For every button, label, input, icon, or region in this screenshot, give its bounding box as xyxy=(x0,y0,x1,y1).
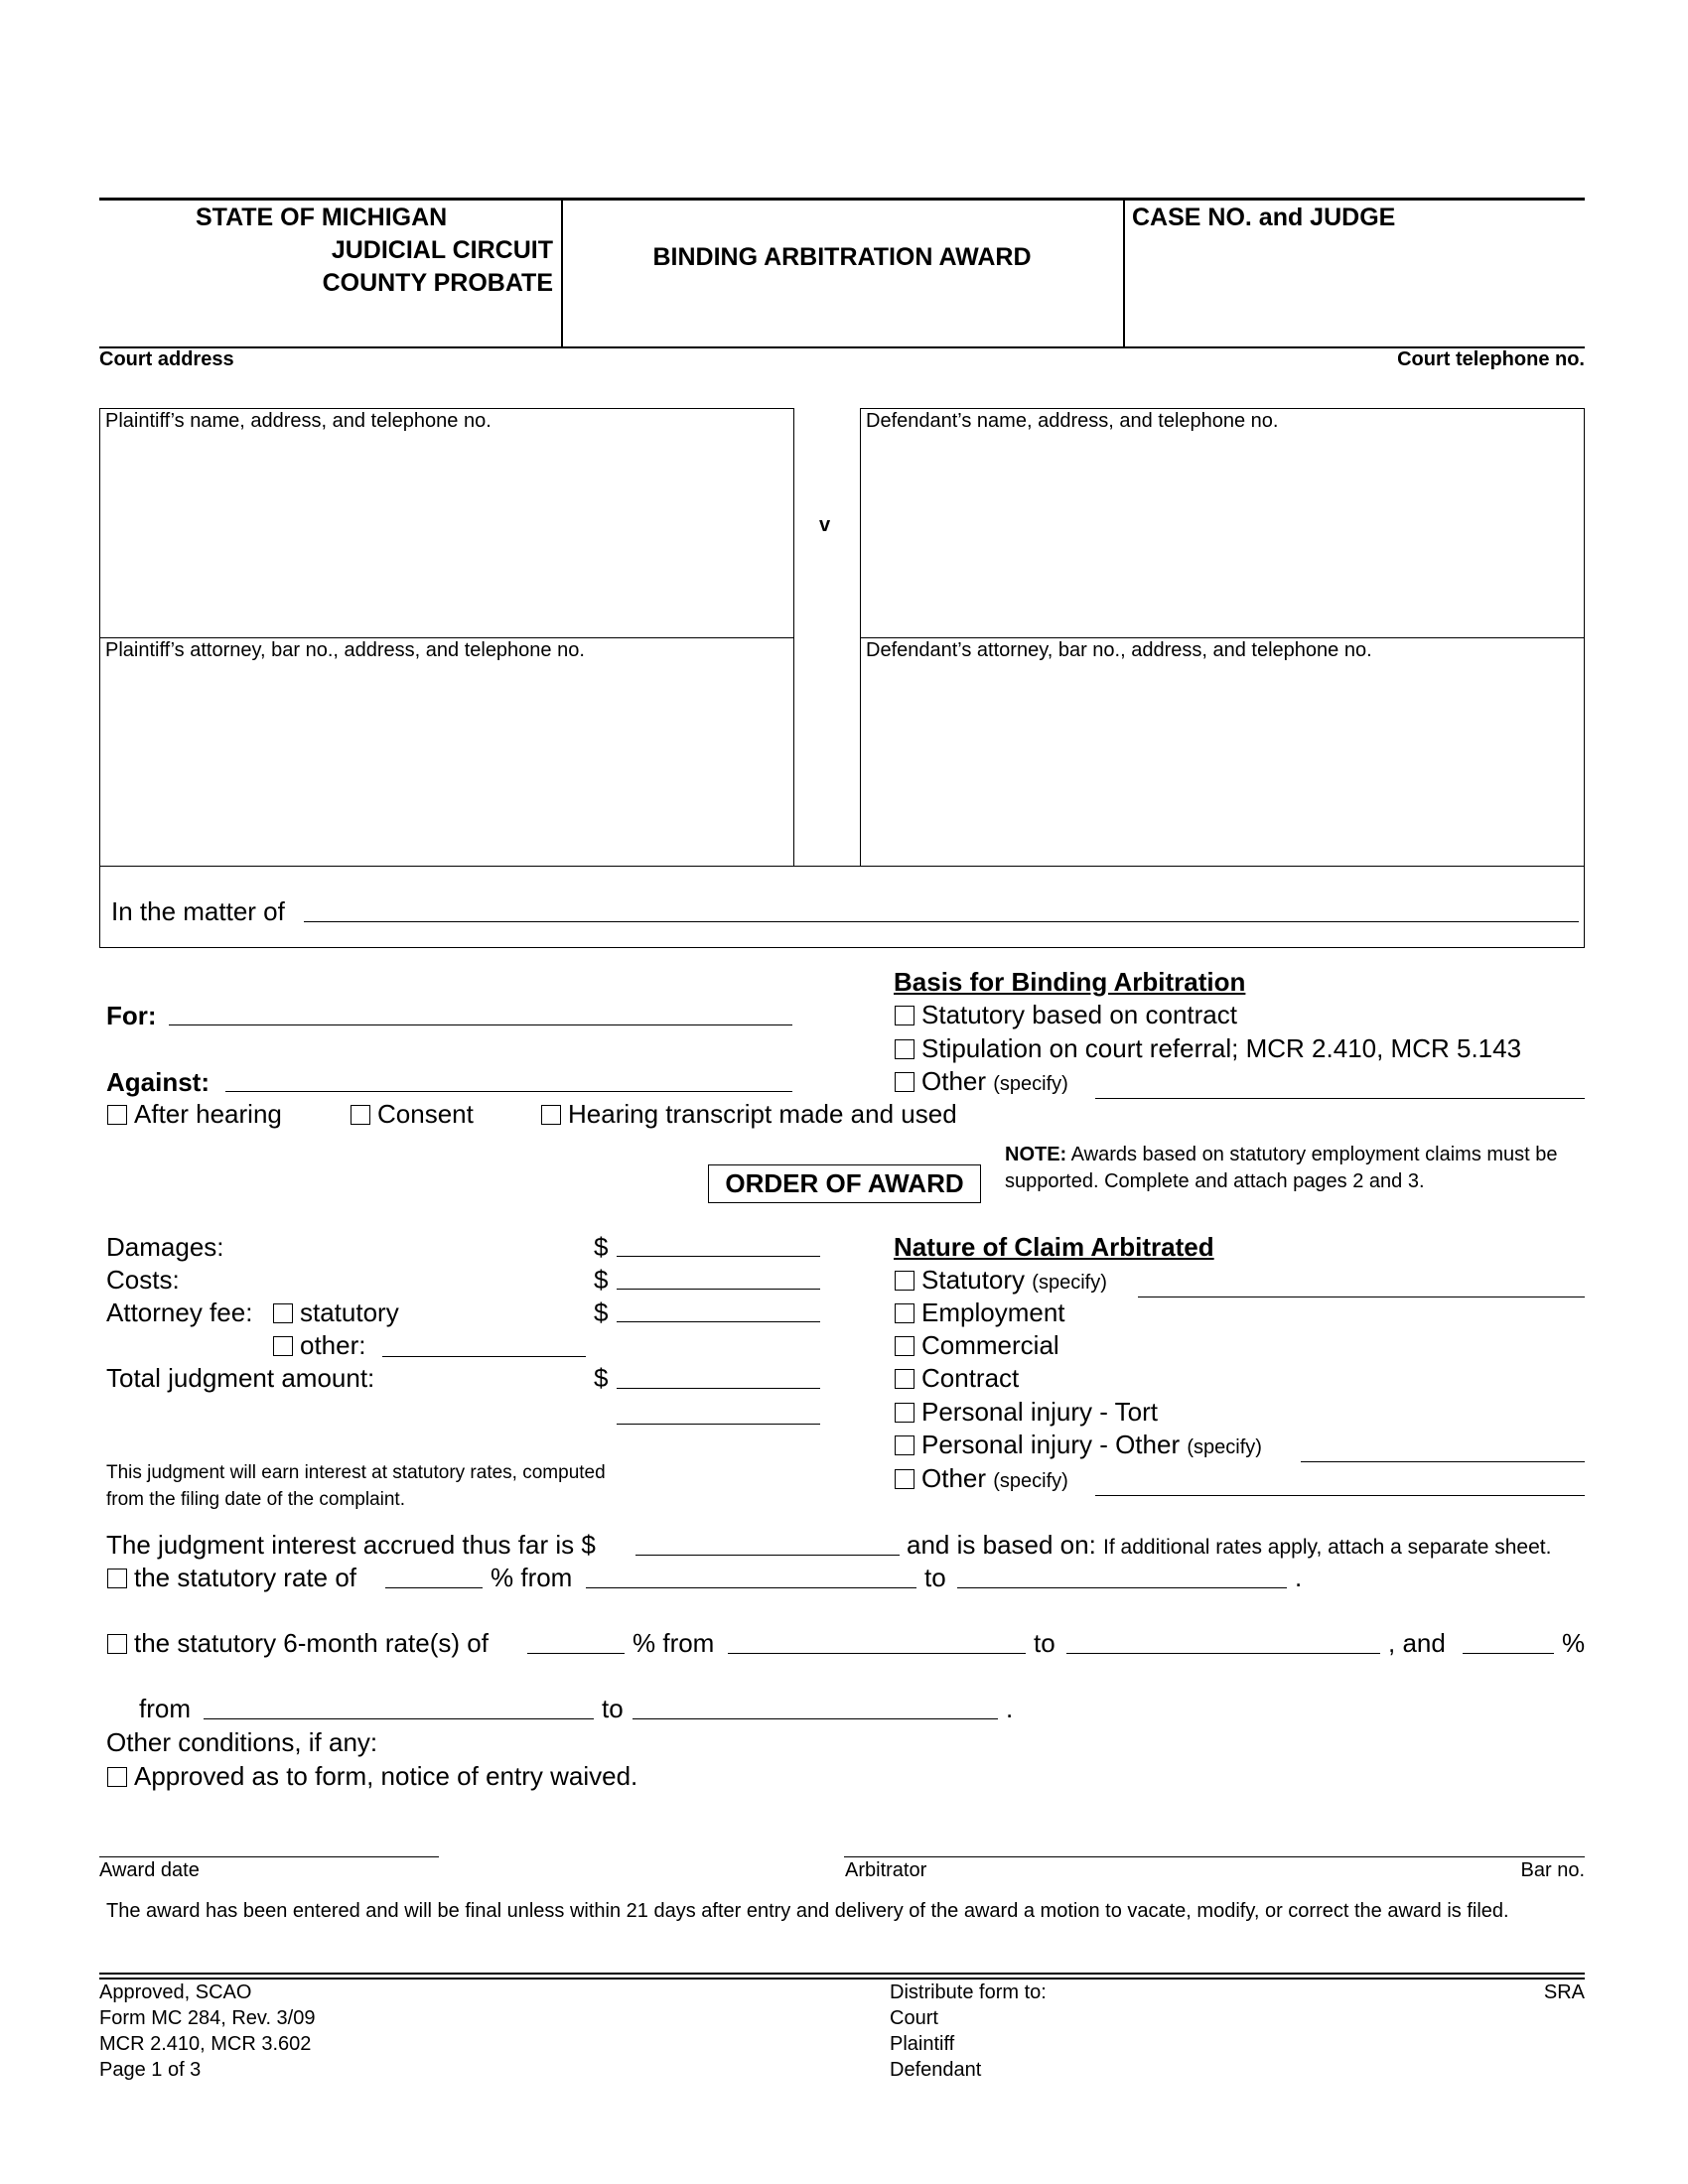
six-month-from-field[interactable] xyxy=(728,1653,1026,1654)
attach-note: If additional rates apply, attach a separate sheet. xyxy=(1103,1536,1552,1559)
footer-defendant: Defendant xyxy=(890,2059,982,2081)
after-hearing-label: After hearing xyxy=(134,1099,282,1129)
costs-field[interactable] xyxy=(617,1289,820,1290)
footer-code: SRA xyxy=(1543,1981,1585,2003)
attorney-fee-label: Attorney fee: xyxy=(106,1297,253,1327)
court-telephone-label: Court telephone no. xyxy=(1397,348,1585,370)
order-of-award-title: ORDER OF AWARD xyxy=(708,1164,981,1203)
form-title: BINDING ARBITRATION AWARD xyxy=(652,243,1032,271)
nature-employment-option[interactable] xyxy=(895,1297,1065,1328)
against-label: Against: xyxy=(106,1067,210,1097)
damages-dollar: $ xyxy=(594,1232,609,1262)
six-month-rate2-field[interactable] xyxy=(1463,1653,1554,1654)
nature-pi-tort-label: Personal injury - Tort xyxy=(921,1397,1158,1427)
footer-rule: MCR 2.410, MCR 3.602 xyxy=(99,2033,312,2055)
statutory-rate-option[interactable] xyxy=(107,1563,356,1593)
bar-no-label: Bar no. xyxy=(1520,1859,1585,1881)
six-month-and: , and xyxy=(1388,1628,1446,1658)
nature-contract-checkbox[interactable] xyxy=(895,1369,914,1389)
six-month-label: the statutory 6-month rate(s) of xyxy=(134,1628,489,1658)
nature-employment-checkbox[interactable] xyxy=(895,1303,914,1323)
statutory-rate-label: the statutory rate of xyxy=(134,1563,357,1592)
nature-pi-other-specify: (specify) xyxy=(1187,1436,1262,1458)
basis-stipulation-option[interactable] xyxy=(895,1033,1521,1064)
judicial-circuit: JUDICIAL CIRCUIT xyxy=(331,236,553,264)
basis-other-option[interactable] xyxy=(895,1066,1068,1097)
total-field[interactable] xyxy=(617,1388,820,1389)
total-dollar: $ xyxy=(594,1363,609,1393)
basis-stipulation-checkbox[interactable] xyxy=(895,1039,914,1059)
fee-statutory-checkbox[interactable] xyxy=(273,1303,293,1323)
fee-field[interactable] xyxy=(617,1321,820,1322)
nature-pi-tort-option[interactable] xyxy=(895,1397,1158,1428)
plaintiff-label: Plaintiff’s name, address, and telephone no. xyxy=(105,410,492,432)
damages-label: Damages: xyxy=(106,1232,224,1262)
against-field[interactable] xyxy=(225,1091,792,1092)
six-month-pct-from: % from xyxy=(633,1628,715,1658)
damages-field[interactable] xyxy=(617,1256,820,1257)
nature-pi-other-field[interactable] xyxy=(1301,1461,1585,1462)
matter-of-label: In the matter of xyxy=(111,896,285,926)
transcript-option[interactable] xyxy=(541,1099,957,1130)
six-month-rate-field[interactable] xyxy=(527,1653,625,1654)
statutory-to-label: to xyxy=(924,1563,946,1592)
footer-distribute: Distribute form to: xyxy=(890,1981,1047,2003)
costs-dollar: $ xyxy=(594,1265,609,1295)
approved-form-checkbox[interactable] xyxy=(107,1767,127,1787)
nature-title: Nature of Claim Arbitrated xyxy=(894,1232,1214,1262)
from-label: from xyxy=(139,1694,191,1723)
note-label: NOTE: xyxy=(1005,1144,1067,1165)
approved-form-option[interactable] xyxy=(107,1761,637,1792)
defendant-attorney-label: Defendant’s attorney, bar no., address, and telephone no. xyxy=(866,639,1372,661)
basis-other-field[interactable] xyxy=(1095,1098,1585,1099)
after-hearing-option[interactable] xyxy=(107,1099,282,1130)
footer-form-number: Form MC 284, Rev. 3/09 xyxy=(99,2007,316,2029)
fee-other-label: other: xyxy=(300,1330,366,1360)
footer-page: Page 1 of 3 xyxy=(99,2059,202,2081)
fee-dollar: $ xyxy=(594,1297,609,1327)
note-body: Awards based on statutory employment claims must be supported. Complete and attach pages 2 and 3. xyxy=(1005,1144,1558,1192)
nature-pi-other-checkbox[interactable] xyxy=(895,1435,914,1455)
court-address-label: Court address xyxy=(99,348,234,370)
footer-court: Court xyxy=(890,2007,938,2029)
consent-option[interactable] xyxy=(351,1099,474,1130)
arbitrator-label: Arbitrator xyxy=(845,1859,927,1881)
approved-form-label: Approved as to form, notice of entry waived. xyxy=(134,1761,638,1791)
six-month-to-field[interactable] xyxy=(1066,1653,1380,1654)
statutory-from-field[interactable] xyxy=(586,1587,916,1588)
state-name: STATE OF MICHIGAN xyxy=(196,204,448,231)
final-notice: The award has been entered and will be final unless within 21 days after entry and delivery of the award a motion to vacate, modify, or correct the award is filed. xyxy=(106,1900,1509,1922)
footer-approved: Approved, SCAO xyxy=(99,1981,252,2003)
basis-title: Basis for Binding Arbitration xyxy=(894,967,1246,997)
nature-commercial-option[interactable] xyxy=(895,1330,1059,1361)
nature-other-specify: (specify) xyxy=(993,1470,1068,1492)
statutory-period: . xyxy=(1295,1563,1303,1592)
from-to-period: . xyxy=(1006,1694,1014,1723)
plaintiff-attorney-label: Plaintiff’s attorney, bar no., address, and telephone no. xyxy=(105,639,585,661)
basis-other-checkbox[interactable] xyxy=(895,1072,914,1092)
consent-checkbox[interactable] xyxy=(351,1105,370,1125)
other-conditions-label: Other conditions, if any: xyxy=(106,1727,378,1757)
statutory-pct-from: % from xyxy=(491,1563,573,1592)
nature-other-label: Other xyxy=(921,1463,987,1493)
statutory-rate-checkbox[interactable] xyxy=(107,1569,127,1588)
six-month-checkbox[interactable] xyxy=(107,1634,127,1654)
total-extra-field[interactable] xyxy=(617,1424,820,1425)
defendant-label: Defendant’s name, address, and telephone no. xyxy=(866,410,1279,432)
nature-other-option[interactable] xyxy=(895,1463,1068,1494)
nature-statutory-option[interactable] xyxy=(895,1265,1107,1296)
total-label: Total judgment amount: xyxy=(106,1363,375,1393)
basis-statutory-option[interactable] xyxy=(895,1000,1237,1030)
nature-contract-option[interactable] xyxy=(895,1363,1019,1394)
based-on-label xyxy=(907,1530,1551,1561)
fee-other-field[interactable] xyxy=(382,1356,586,1357)
award-date-label: Award date xyxy=(99,1859,200,1881)
nature-other-field[interactable] xyxy=(1095,1495,1585,1496)
footer-plaintiff: Plaintiff xyxy=(890,2033,955,2055)
basis-specify-label: (specify) xyxy=(993,1073,1068,1095)
transcript-label: Hearing transcript made and used xyxy=(568,1099,957,1129)
fee-other-checkbox[interactable] xyxy=(273,1336,293,1356)
six-month-option[interactable] xyxy=(107,1628,489,1659)
costs-label: Costs: xyxy=(106,1265,180,1295)
county-probate: COUNTY PROBATE xyxy=(322,269,553,297)
fee-statutory-option[interactable] xyxy=(273,1297,399,1328)
nature-pi-other-option[interactable] xyxy=(895,1430,1262,1460)
nature-statutory-checkbox[interactable] xyxy=(895,1271,914,1291)
to-label: to xyxy=(602,1694,624,1723)
based-on-text: and is based on: xyxy=(907,1530,1096,1560)
accrued-field[interactable] xyxy=(635,1555,900,1556)
nature-pi-other-label: Personal injury - Other xyxy=(921,1430,1181,1459)
case-no-judge: CASE NO. and JUDGE xyxy=(1132,204,1396,231)
six-month-pct: % xyxy=(1562,1628,1586,1658)
nature-statutory-specify: (specify) xyxy=(1032,1272,1107,1294)
from-field[interactable] xyxy=(204,1718,594,1719)
statutory-to-field[interactable] xyxy=(957,1587,1287,1588)
fee-statutory-label: statutory xyxy=(300,1297,399,1327)
interest-note: This judgment will earn interest at statutory rates, computed from the filing date of the complaint. xyxy=(106,1462,606,1510)
for-field[interactable] xyxy=(169,1024,792,1025)
transcript-checkbox[interactable] xyxy=(541,1105,561,1125)
after-hearing-checkbox[interactable] xyxy=(107,1105,127,1125)
basis-statutory-checkbox[interactable] xyxy=(895,1006,914,1025)
nature-statutory-label: Statutory xyxy=(921,1265,1026,1295)
nature-commercial-checkbox[interactable] xyxy=(895,1336,914,1356)
for-label: For: xyxy=(106,1001,157,1030)
note-text xyxy=(1005,1142,1595,1195)
to-field[interactable] xyxy=(633,1718,998,1719)
six-month-to-label: to xyxy=(1034,1628,1055,1658)
nature-pi-tort-checkbox[interactable] xyxy=(895,1403,914,1423)
nature-commercial-label: Commercial xyxy=(921,1330,1059,1360)
nature-other-checkbox[interactable] xyxy=(895,1469,914,1489)
matter-of-field[interactable] xyxy=(304,921,1579,922)
basis-other-label: Other xyxy=(921,1066,987,1096)
nature-employment-label: Employment xyxy=(921,1297,1065,1327)
nature-contract-label: Contract xyxy=(921,1363,1020,1393)
fee-other-option[interactable] xyxy=(273,1330,366,1361)
basis-stipulation-label: Stipulation on court referral; MCR 2.410, MCR 5.143 xyxy=(921,1033,1522,1063)
versus-label: v xyxy=(819,514,831,536)
statutory-rate-field[interactable] xyxy=(385,1587,483,1588)
basis-statutory-label: Statutory based on contract xyxy=(921,1000,1237,1029)
accrued-label: The judgment interest accrued thus far is $ xyxy=(106,1530,596,1560)
matter-box xyxy=(99,866,1585,948)
consent-label: Consent xyxy=(377,1099,474,1129)
